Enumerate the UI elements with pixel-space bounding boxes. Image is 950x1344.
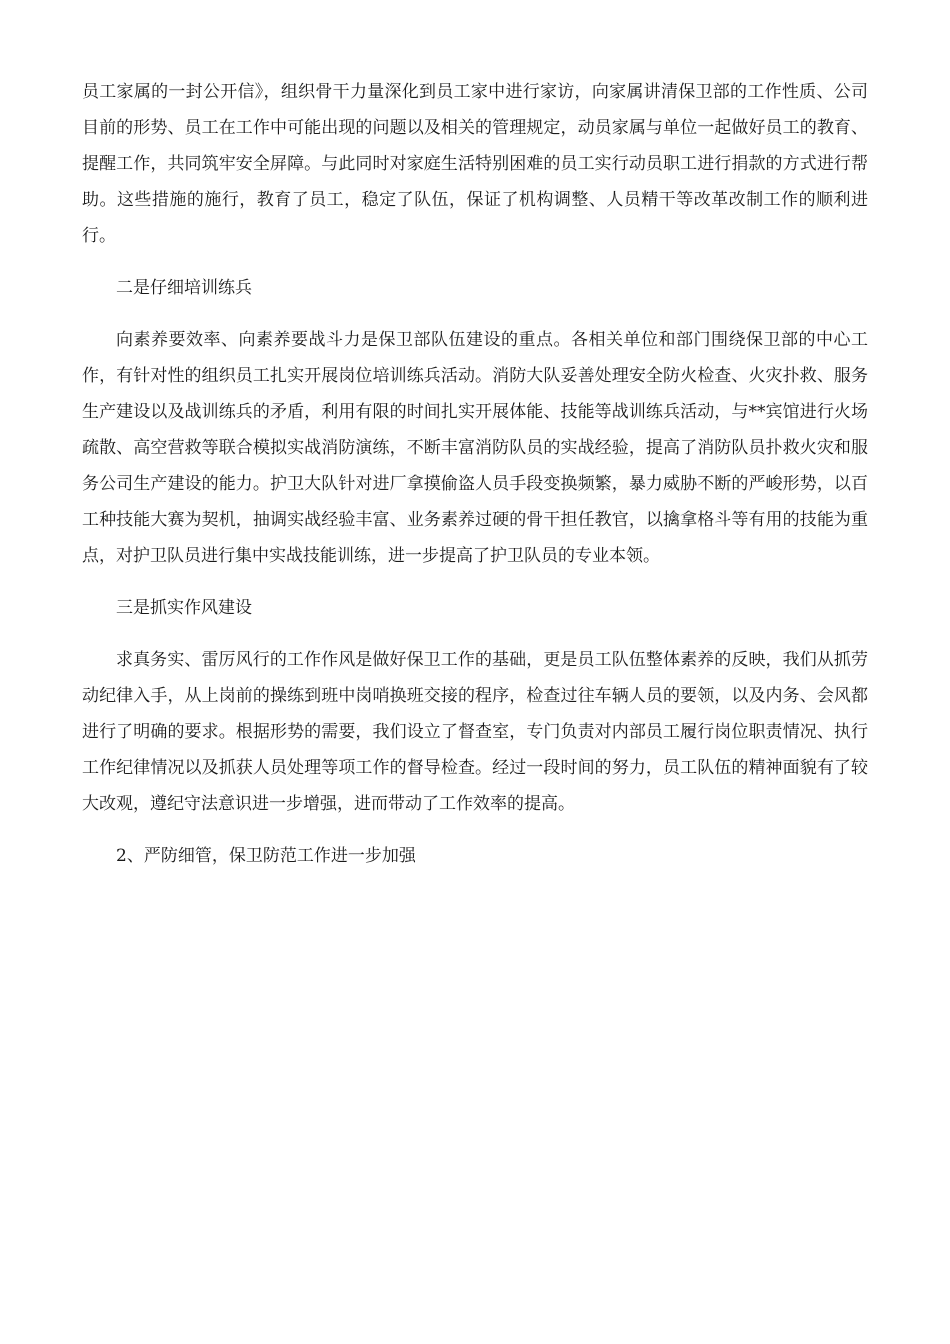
heading-section-2: 2、严防细管，保卫防范工作进一步加强 (116, 846, 416, 866)
document-body (82, 74, 868, 890)
paragraph-family-letter: 员工家属的一封公开信》，组织骨干力量深化到员工家中进行家访，向家属讲清保卫部的工作性质、公司目前的形势、员工在工作中可能出现的问题以及相关的管理规定，动员家属与单位一起做好员工的教育、提醒工作，共同筑牢安全屏障。与此同时对家庭生活特别困难的员工实行动员职工进行捐款的方式进行帮助。这些措施的施行，教育了员工，稳定了队伍，保证了机构调整、人员精干等改革改制工作的顺利进行。 (82, 82, 868, 246)
paragraph-work-style: 求真务实、雷厉风行的工作作风是做好保卫工作的基础，更是员工队伍整体素养的反映，我们从抓劳动纪律入手，从上岗前的操练到班中岗哨换班交接的程序，检查过往车辆人员的要领，以及内务、会风都进行了明确的要求。根据形势的需要，我们设立了督查室，专门负责对内部员工履行岗位职责情况、执行工作纪律情况以及抓获人员处理等项工作的督导检查。经过一段时间的努力，员工队伍的精神面貌有了较大改观，遵纪守法意识进一步增强，进而带动了工作效率的提高。 (82, 650, 868, 814)
heading-training: 二是仔细培训练兵 (116, 278, 252, 298)
heading-work-style: 三是抓实作风建设 (116, 598, 252, 618)
paragraph-training: 向素养要效率、向素养要战斗力是保卫部队伍建设的重点。各相关单位和部门围绕保卫部的中心工作，有针对性的组织员工扎实开展岗位培训练兵活动。消防大队妥善处理安全防火检查、火灾扑救、服务生产建设以及战训练兵的矛盾，利用有限的时间扎实开展体能、技能等战训练兵活动，与**宾馆进行火场疏散、高空营救等联合模拟实战消防演练，不断丰富消防队员的实战经验，提高了消防队员扑救火灾和服务公司生产建设的能力。护卫大队针对进厂拿摸偷盗人员手段变换频繁，暴力威胁不断的严峻形势，以百工种技能大赛为契机，抽调实战经验丰富、业务素养过硬的骨干担任教官，以擒拿格斗等有用的技能为重点，对护卫队员进行集中实战技能训练，进一步提高了护卫队员的专业本领。 (82, 330, 868, 566)
